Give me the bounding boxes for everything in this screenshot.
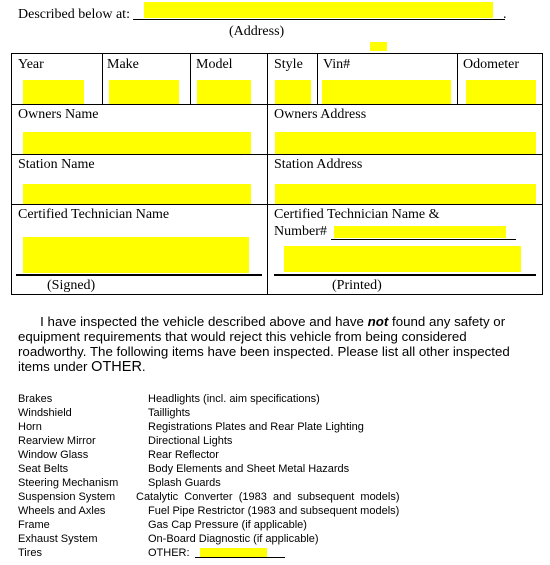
- table-row-divider: [12, 104, 542, 105]
- statement-end: .: [141, 359, 146, 374]
- owners-name-field[interactable]: [23, 132, 251, 154]
- statement-part2: found any safety or equipment requirements that would reject this vehicle from being considered roadworthy. The following items have been inspected. Please list all other inspected items under: [18, 314, 510, 374]
- table-column-divider: [267, 54, 268, 294]
- style-label: Style: [274, 57, 303, 72]
- small-highlight-field[interactable]: [370, 42, 387, 51]
- printed-field[interactable]: [284, 246, 521, 272]
- model-label: Model: [196, 57, 233, 72]
- list-item: Suspension System: [18, 491, 116, 503]
- list-item: Splash Guards: [148, 477, 221, 489]
- statement-emphasis: not: [367, 314, 389, 329]
- list-item: Window Glass: [18, 449, 89, 461]
- list-item: Gas Cap Pressure (if applicable): [148, 519, 307, 531]
- printed-underline: [274, 274, 536, 276]
- signed-caption: (Signed): [47, 278, 96, 293]
- list-item: Windshield: [18, 407, 72, 419]
- model-field[interactable]: [197, 80, 251, 104]
- year-field[interactable]: [23, 80, 84, 104]
- inspection-statement: [18, 314, 538, 375]
- style-field[interactable]: [275, 80, 311, 104]
- odometer-field[interactable]: [466, 80, 536, 104]
- station-address-field[interactable]: [275, 184, 536, 204]
- odometer-label: Odometer: [463, 57, 519, 72]
- vin-label: Vin#: [323, 57, 351, 72]
- vehicle-info-table: [11, 53, 543, 295]
- station-name-label: Station Name: [18, 157, 95, 172]
- station-address-label: Station Address: [274, 157, 363, 172]
- owners-name-label: Owners Name: [18, 107, 99, 122]
- table-row-divider: [12, 154, 542, 155]
- list-item: Exhaust System: [18, 533, 98, 545]
- list-item: Directional Lights: [148, 435, 233, 447]
- owners-address-field[interactable]: [275, 132, 536, 154]
- list-item: Brakes: [18, 393, 53, 405]
- list-item: Taillights: [148, 407, 191, 419]
- table-column-divider: [102, 54, 103, 104]
- year-label: Year: [18, 57, 44, 72]
- tech-number-underline: [331, 239, 516, 240]
- table-column-divider: [457, 54, 458, 104]
- list-item: Horn: [18, 421, 42, 433]
- table-column-divider: [190, 54, 191, 104]
- table-column-divider: [317, 54, 318, 104]
- list-item: Seat Belts: [18, 463, 69, 475]
- signed-underline: [16, 274, 262, 276]
- list-item: On-Board Diagnostic (if applicable): [148, 533, 319, 545]
- statement-part1: I have inspected the vehicle described above and have: [40, 314, 368, 329]
- list-item: Headlights (incl. aim specifications): [148, 393, 320, 405]
- address-underline: [133, 19, 505, 20]
- list-item: Body Elements and Sheet Metal Hazards: [148, 463, 350, 475]
- list-item: Fuel Pipe Restrictor (1983 and subsequent models): [148, 505, 400, 517]
- list-item: Steering Mechanism: [18, 477, 119, 489]
- station-name-field[interactable]: [23, 184, 251, 204]
- list-item: Rearview Mirror: [18, 435, 96, 447]
- make-label: Make: [107, 57, 139, 72]
- list-item: Registrations Plates and Rear Plate Lighting: [148, 421, 364, 433]
- tech-name-number-label: Certified Technician Name &: [274, 207, 440, 222]
- tech-name-label: Certified Technician Name: [18, 207, 170, 222]
- make-field[interactable]: [109, 80, 179, 104]
- tech-number-field[interactable]: [334, 226, 506, 238]
- other-label: OTHER:: [148, 547, 190, 559]
- vin-field[interactable]: [322, 80, 451, 104]
- signed-field[interactable]: [23, 237, 249, 273]
- address-period: .: [503, 7, 507, 22]
- tech-number-label: Number#: [274, 224, 327, 239]
- list-item: Catalytic Converter (1983 and subsequent models): [136, 491, 400, 503]
- address-caption: (Address): [229, 24, 285, 39]
- owners-address-label: Owners Address: [274, 107, 367, 122]
- described-below-label: Described below at:: [18, 7, 130, 22]
- statement-other: OTHER: [91, 359, 142, 375]
- printed-caption: (Printed): [332, 278, 382, 293]
- list-item: Wheels and Axles: [18, 505, 106, 517]
- address-field[interactable]: [144, 2, 493, 18]
- table-row-divider: [12, 204, 542, 205]
- list-item: Tires: [18, 547, 43, 559]
- other-underline: [195, 557, 285, 558]
- list-item: Rear Reflector: [148, 449, 219, 461]
- list-item: Frame: [18, 519, 50, 531]
